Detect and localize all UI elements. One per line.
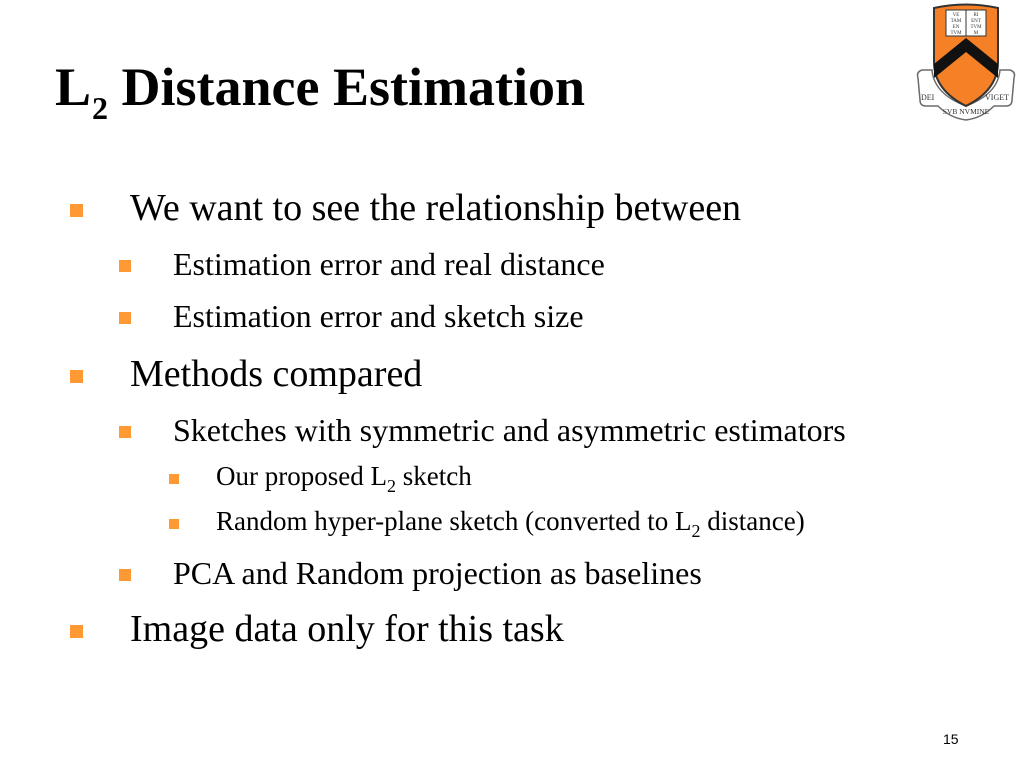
logo-book-text: EN: [952, 25, 960, 30]
logo-book-text: TAM: [950, 19, 962, 24]
bullet-square-icon: [70, 625, 83, 638]
bullet-square-icon: [119, 426, 131, 438]
bullet-text: distance): [700, 506, 805, 536]
bullet-text: Sketches with symmetric and asymmetric estimators: [173, 412, 846, 448]
bullet-text: Methods compared: [130, 353, 423, 395]
bullet-relationship: [130, 189, 741, 227]
logo-book-text: TVM: [950, 31, 962, 36]
logo-motto-left: DEI: [921, 93, 935, 102]
logo-book-text: ENT: [971, 19, 981, 24]
bullet-text: We want to see the relationship between: [130, 187, 742, 229]
bullet-error-vs-distance: [173, 248, 605, 280]
bullet-error-vs-size: [173, 300, 584, 332]
princeton-shield-logo: [912, 2, 1020, 124]
bullet-square-icon: [70, 204, 83, 217]
bullet-image-data: [130, 610, 564, 648]
bullet-square-icon: [169, 474, 179, 484]
bullet-square-icon: [169, 519, 179, 529]
bullet-text: Image data only for this task: [130, 608, 564, 650]
bullet-baselines: [173, 557, 702, 589]
bullet-hyperplane-sketch: [216, 506, 805, 541]
bullet-text: Estimation error and sketch size: [173, 298, 584, 334]
bullet-subscript: 2: [691, 521, 701, 541]
bullet-text: Our proposed L: [216, 461, 387, 491]
bullet-l2-sketch: [216, 461, 472, 496]
bullet-square-icon: [119, 569, 131, 581]
title-subscript: 2: [92, 90, 109, 126]
bullet-square-icon: [119, 260, 131, 272]
bullet-text: Random hyper-plane sketch (converted to L: [216, 506, 692, 536]
logo-motto-right: VIGET: [985, 93, 1009, 102]
bullet-square-icon: [119, 312, 131, 324]
logo-book-text: RI: [973, 13, 979, 18]
slide-title: [55, 57, 586, 126]
title-rest: Distance Estimation: [108, 57, 586, 117]
bullet-text: sketch: [395, 461, 472, 491]
logo-motto-center: SVB NVMINE: [942, 107, 990, 116]
bullet-methods: [130, 355, 422, 393]
logo-book-text: M: [973, 31, 979, 36]
bullet-sketches: [173, 414, 846, 446]
page-number: 15: [943, 731, 959, 747]
bullet-square-icon: [70, 370, 83, 383]
logo-book-text: TVM: [970, 25, 982, 30]
bullet-subscript: 2: [386, 476, 396, 496]
title-main: L: [55, 57, 92, 117]
bullet-text: PCA and Random projection as baselines: [173, 555, 702, 591]
logo-book-text: VE: [952, 13, 960, 18]
bullet-text: Estimation error and real distance: [173, 246, 605, 282]
